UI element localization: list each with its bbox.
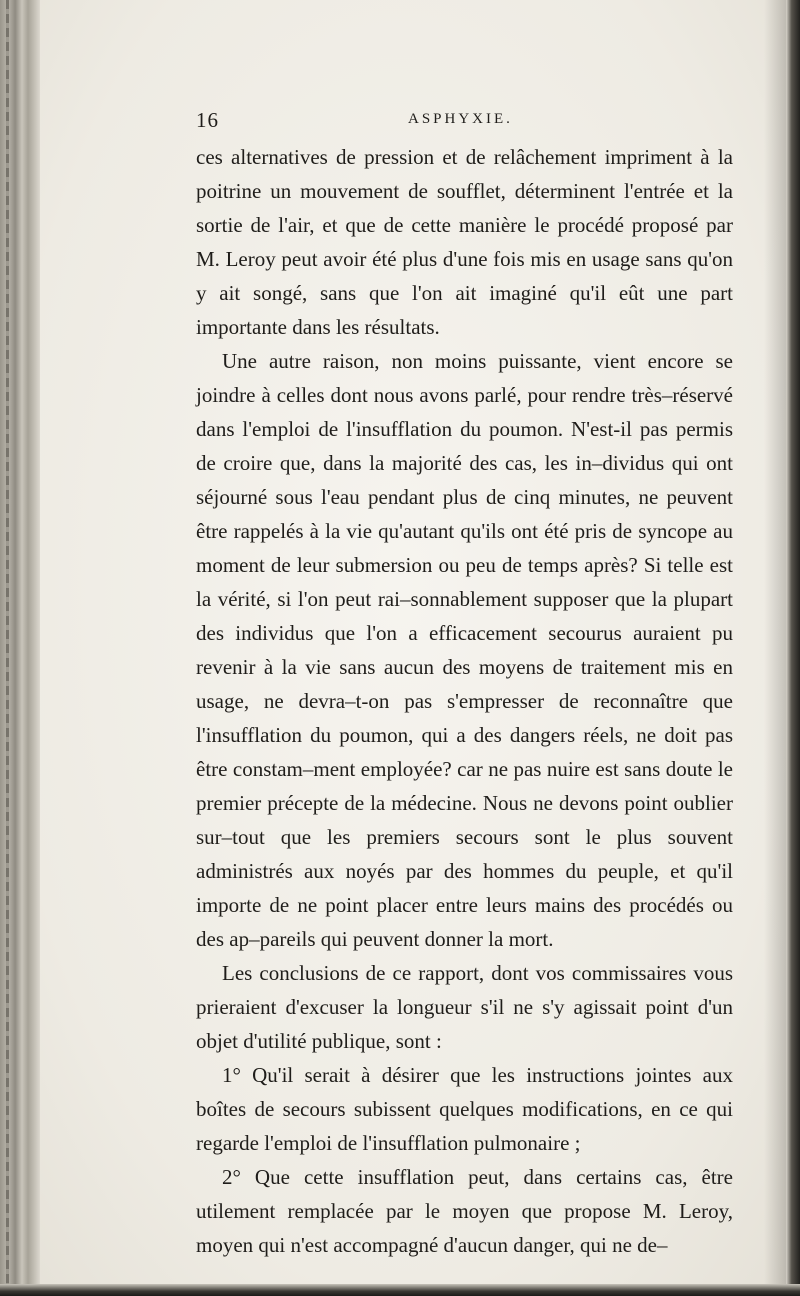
page-header: [196, 104, 656, 134]
running-head: ASPHYXIE.: [408, 111, 513, 127]
paragraph: 1° Qu'il serait à désirer que les instructions jointes aux boîtes de secours subissent quelques modifications, en ce qui regarde l'emploi de l'insufflation pulmonaire ;: [196, 1063, 733, 1155]
binding-gutter: [0, 0, 40, 1296]
page-number: 16: [196, 108, 219, 132]
paragraph: Les conclusions de ce rapport, dont vos commissaires vous prieraient d'excuser la longueur s'il ne s'y agissait point d'un objet d'utilité publique, sont :: [196, 961, 733, 1053]
paragraph: 2° Que cette insufflation peut, dans certains cas, être utilement remplacée par le moyen que propose M. Leroy, moyen qui n'est accompagné d'aucun danger, qui ne de–: [196, 1165, 733, 1257]
page-bottom-edge: [0, 1284, 800, 1296]
page-right-edge: [786, 0, 800, 1296]
paragraph: ces alternatives de pression et de relâchement impriment à la poitrine un mouvement de soufflet, déterminent l'entrée et la sortie de l'air, et que de cette manière le procédé proposé par M. Leroy peut avoir été plus d'une fois mis en usage sans qu'on y ait songé, sans que l'on ait imaginé qu'il eût une part importante dans les résultats.: [196, 145, 733, 339]
paragraph: Une autre raison, non moins puissante, vient encore se joindre à celles dont nous avons parlé, pour rendre très–réservé dans l'emploi de l'insufflation du poumon. N'est-il pas permis de croire que, dans la majorité des cas, les in–dividus qui ont séjourné sous l'eau pendant plus de cinq minutes, ne peuvent être rappelés à la vie qu'autant qu'ils ont été pris de syncope au moment de leur submersion ou peu de temps après? Si telle est la vérité, si l'on peut rai–sonnablement supposer que la plupart des individus que l'on a efficacement secourus auraient pu revenir à la vie sans aucun des moyens de traitement mis en usage, ne devra–t-on pas s'empresser de reconnaître que l'insufflation du poumon, qui a des dangers réels, ne doit pas être constam–ment employée? car ne pas nuire est sans doute le premier précepte de la médecine. Nous ne devons point oublier sur–tout que les premiers secours sont le plus souvent administrés aux noyés par des hommes du peuple, et qu'il importe de ne point placer entre leurs mains des procédés ou des ap–pareils qui peuvent donner la mort.: [196, 349, 733, 951]
body-text: [196, 140, 733, 1262]
page-edge-shadow: [764, 0, 786, 1296]
